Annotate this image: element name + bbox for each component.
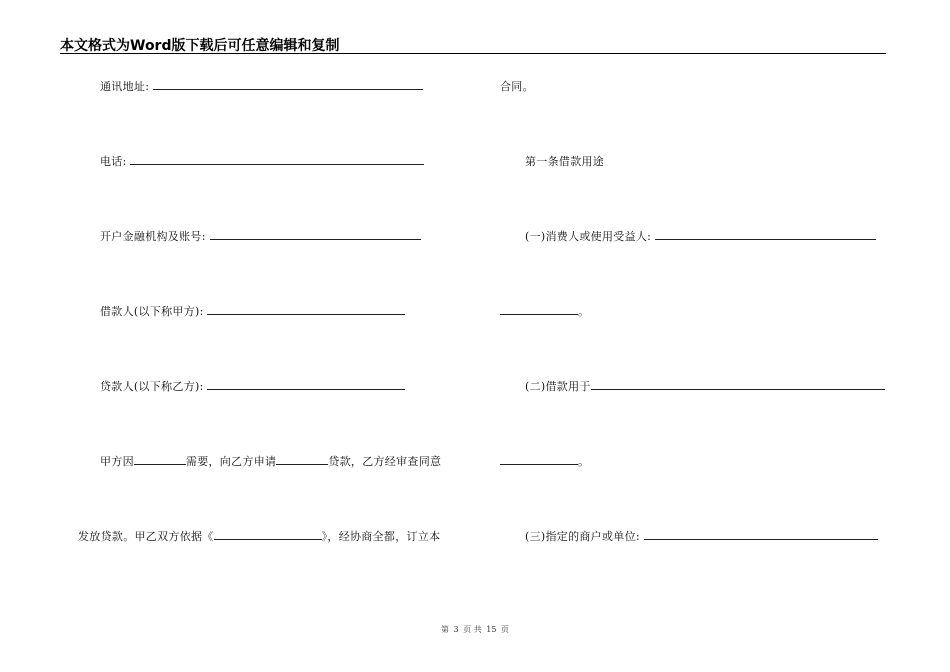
- paragraph2-text-1: 发放贷款。甲乙双方依据《: [78, 530, 214, 543]
- loan-use-blank[interactable]: [591, 380, 885, 390]
- footer-suffix: 页: [501, 625, 509, 634]
- total-pages-number: 15: [486, 625, 497, 634]
- lender-label: 贷款人(以下称乙方):: [100, 380, 204, 393]
- beneficiary-label: (一)消费人或使用受益人:: [525, 230, 652, 243]
- footer-mid: 页 共: [463, 625, 482, 634]
- phone-blank[interactable]: [130, 155, 424, 165]
- beneficiary-continuation-blank[interactable]: [500, 305, 578, 315]
- loan-purpose-paragraph: [100, 455, 441, 469]
- designated-merchant-label: (三)指定的商户或单位:: [525, 530, 640, 543]
- current-page-number: 3: [453, 625, 459, 634]
- paragraph2-text-2: 》，经协商全都，订立本: [321, 530, 441, 543]
- beneficiary-period: 。: [578, 305, 590, 318]
- header-divider: [60, 53, 886, 54]
- lender-line: [100, 380, 405, 394]
- loan-use-continuation-blank[interactable]: [500, 455, 578, 465]
- loan-use-line: [525, 380, 885, 394]
- bank-account-blank[interactable]: [210, 230, 421, 240]
- borrower-label: 借款人(以下称甲方):: [100, 305, 204, 318]
- article-one-heading: 第一条借款用途: [525, 155, 605, 168]
- regulation-name-blank[interactable]: [214, 530, 322, 540]
- paragraph-text-2: 需要，向乙方申请: [185, 455, 277, 468]
- document-header-title: 本文格式为Word版下载后可任意编辑和复制: [60, 38, 340, 54]
- beneficiary-line: [525, 230, 876, 244]
- need-blank[interactable]: [134, 455, 186, 465]
- loan-basis-paragraph: [78, 530, 440, 544]
- loan-use-label: (二)借款用于: [525, 380, 591, 393]
- loan-use-period: 。: [578, 455, 590, 468]
- phone-line: [100, 155, 424, 169]
- bank-account-label: 开户金融机构及账号:: [100, 230, 206, 243]
- loan-use-continuation-line: [500, 455, 589, 469]
- address-line: [100, 80, 423, 94]
- borrower-blank[interactable]: [207, 305, 405, 315]
- address-label: 通讯地址:: [100, 80, 150, 93]
- page-footer: [0, 624, 950, 635]
- designated-merchant-line: [525, 530, 878, 544]
- contract-end-line: 合同。: [500, 80, 534, 93]
- paragraph-text-3: 贷款，乙方经审查同意: [328, 455, 442, 468]
- designated-merchant-blank[interactable]: [644, 530, 878, 540]
- beneficiary-continuation-line: [500, 305, 589, 319]
- bank-account-line: [100, 230, 421, 244]
- address-blank[interactable]: [153, 80, 423, 90]
- lender-blank[interactable]: [207, 380, 405, 390]
- borrower-line: [100, 305, 405, 319]
- paragraph-text-1: 甲方因: [100, 455, 134, 468]
- loan-type-blank[interactable]: [276, 455, 328, 465]
- beneficiary-blank[interactable]: [655, 230, 876, 240]
- phone-label: 电话:: [100, 155, 127, 168]
- footer-prefix: 第: [440, 625, 449, 634]
